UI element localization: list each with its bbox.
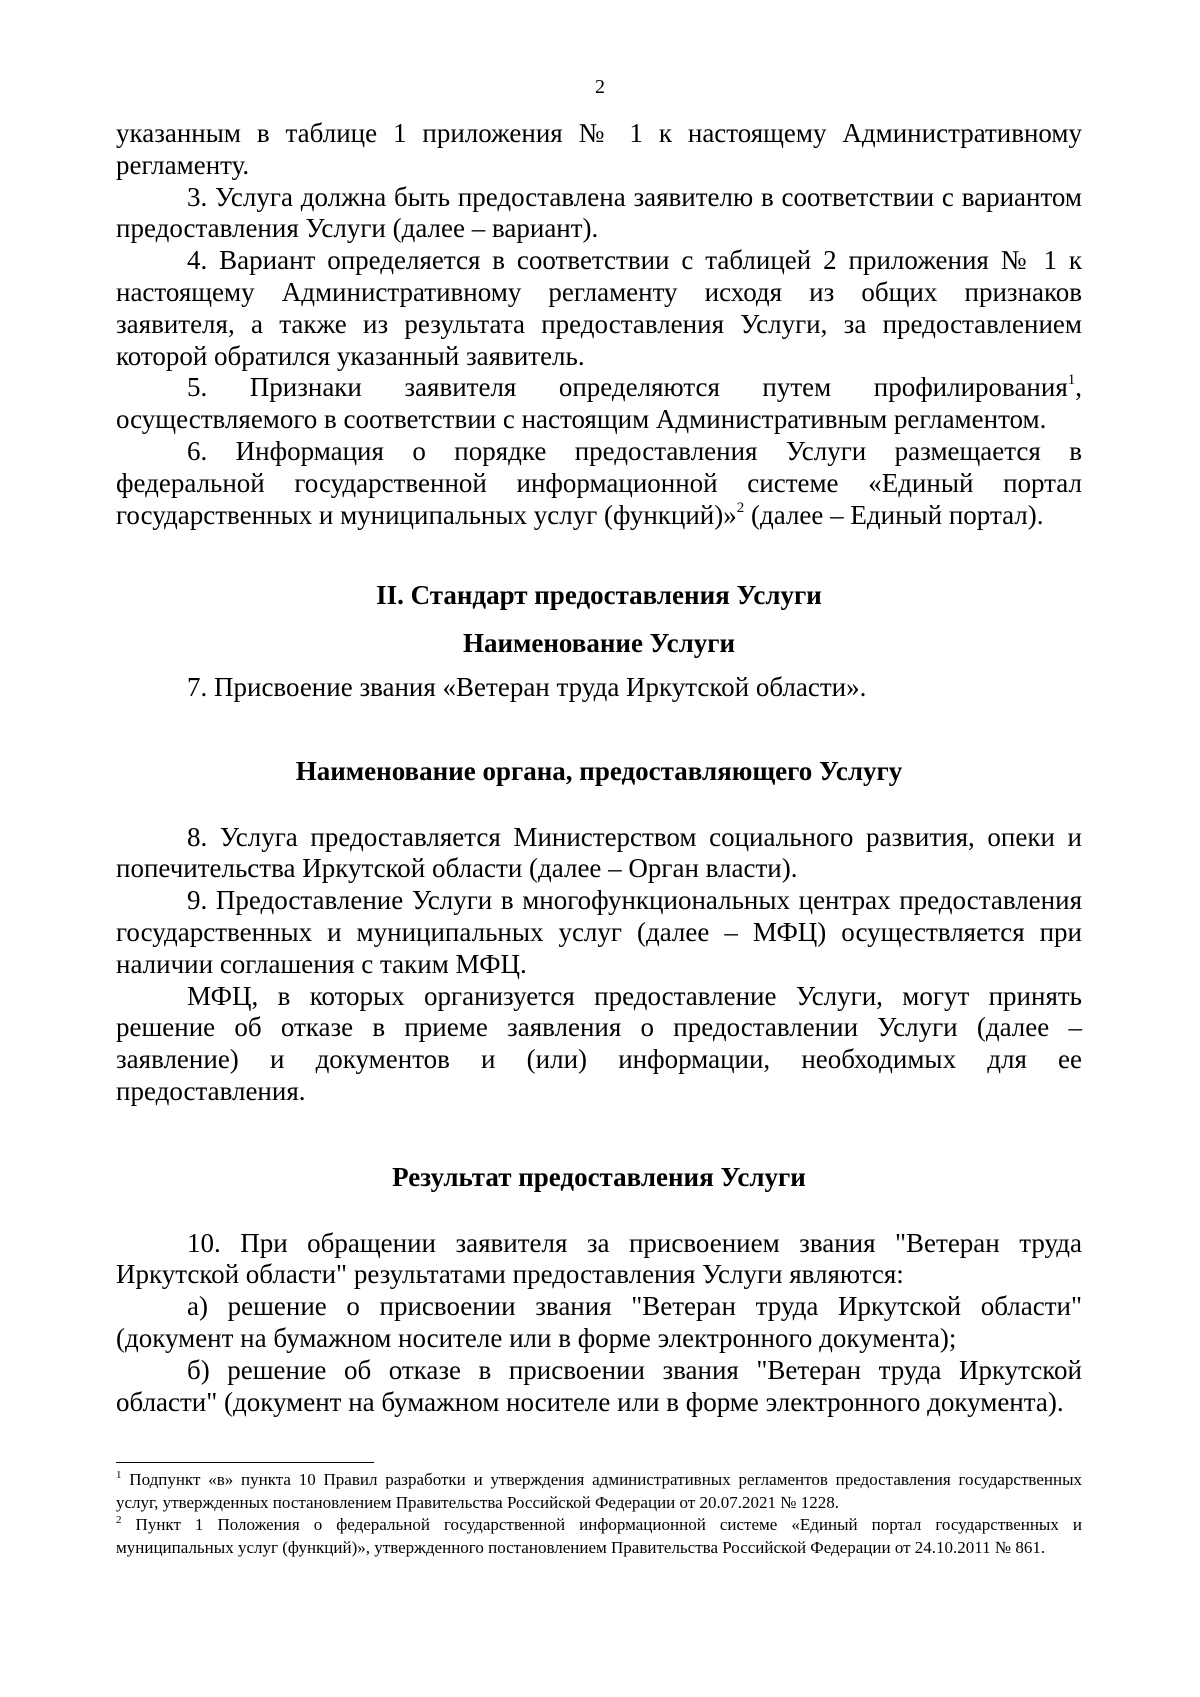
paragraph-9: 9. Предоставление Услуги в многофункциональных центрах предоставления государственных и муниципальных услуг (далее – МФЦ) осуществляется при наличии соглашения с таким МФЦ. bbox=[116, 885, 1082, 979]
page-number: 2 bbox=[595, 76, 605, 98]
paragraph-10a: а) решение о присвоении звания "Ветеран труда Иркутской области" (документ на бумажном носителе или в форме электронного документа); bbox=[116, 1291, 1082, 1353]
footnote-text-2: Пункт 1 Положения о федеральной государственной информационной системе «Единый портал государственных и муниципальных услуг (функций)», утвержденного постановлением Правительства Российской Федерации от 24.10.2011 № 861. bbox=[116, 1515, 1082, 1557]
paragraph-10b: б) решение об отказе в присвоении звания "Ветеран труда Иркутской области" (документ на бумажном носителе или в форме электронного документа). bbox=[116, 1354, 1082, 1417]
footnote-text-1: Подпункт «в» пункта 10 Правил разработки и утверждения административных регламентов предоставления государственных услуг, утвержденных постановлением Правительства Российской Федерации от 20.07.2021 № 1228. bbox=[116, 1470, 1082, 1512]
paragraph-5-text-before: 5. Признаки заявителя определяются путем профилирования bbox=[187, 372, 1068, 403]
footnote-ref-1[interactable]: 1 bbox=[1067, 372, 1076, 389]
subheading-authority: Наименование органа, предоставляющего Услугу bbox=[295, 755, 903, 786]
footnote-separator bbox=[116, 1462, 374, 1463]
paragraph-6 bbox=[116, 436, 1082, 531]
paragraph-6-text-before: 6. Информация о порядке предоставления Услуги размещается в федеральной государственной информационной системе «Единый портал государственных и муниципальных услуг (функций)» bbox=[116, 435, 1082, 530]
paragraph-8: 8. Услуга предоставляется Министерством социального развития, опеки и попечительства Иркутской области (далее – Орган власти). bbox=[116, 821, 1082, 884]
paragraph-5-text-after: , осуществляемого в соответствии с настоящим Административным регламентом. bbox=[116, 372, 1082, 435]
paragraph-3: 3. Услуга должна быть предоставлена заявителю в соответствии с вариантом предоставления Услуги (далее – вариант). bbox=[116, 181, 1082, 244]
paragraph-9-continued: МФЦ, в которых организуется предоставление Услуги, могут принять решение об отказе в приеме заявления о предоставлении Услуги (далее – заявление) и документов и (или) информации, необходимых для ее предоставления. bbox=[116, 980, 1082, 1106]
subheading-service-name: Наименование Услуги bbox=[462, 628, 736, 659]
subheading-result: Результат предоставления Услуги bbox=[392, 1161, 806, 1192]
footnote-2 bbox=[116, 1514, 1082, 1559]
footnote-ref-2[interactable]: 2 bbox=[736, 499, 745, 516]
paragraph-7: 7. Присвоение звания «Ветеран труда Иркутской области». bbox=[187, 671, 867, 702]
footnote-mark-1: 1 bbox=[116, 1469, 122, 1481]
paragraph-6-text-after: (далее – Единый портал). bbox=[744, 499, 1044, 530]
paragraph-4: 4. Вариант определяется в соответствии с таблицей 2 приложения № 1 к настоящему Административному регламенту исходя из общих признаков заявителя, а также из результата предоставления Услуги, за предоставлением которой обратился указанный заявитель. bbox=[116, 245, 1082, 371]
footnote-1 bbox=[116, 1469, 1082, 1514]
paragraph-5 bbox=[116, 372, 1082, 436]
section-heading: II. Стандарт предоставления Услуги bbox=[376, 580, 822, 611]
footnotes bbox=[116, 1469, 1082, 1559]
document-body bbox=[116, 118, 1082, 1418]
paragraph-10: 10. При обращении заявителя за присвоением звания "Ветеран труда Иркутской области" результатами предоставления Услуги являются: bbox=[116, 1227, 1082, 1290]
paragraph-continuation: указанным в таблице 1 приложения № 1 к настоящему Административному регламенту. bbox=[116, 118, 1082, 180]
footnote-mark-2: 2 bbox=[116, 1514, 122, 1526]
